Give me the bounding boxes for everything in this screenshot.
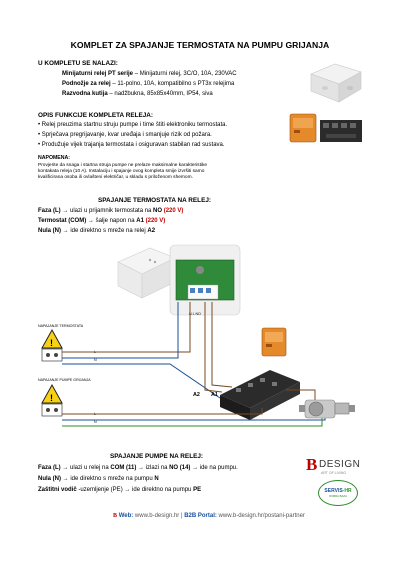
- thermostat-line: [38, 207, 183, 215]
- kit-heading: U KOMPLETU SE NALAZI:: [38, 60, 118, 67]
- svg-text:!: !: [50, 393, 53, 403]
- wire-a2: [205, 302, 222, 392]
- pump-line: [38, 464, 238, 472]
- voltage: (220 V): [145, 218, 166, 224]
- wire-desc: → ulazi u prijamnik termostata na: [60, 208, 154, 214]
- footer-portal-label: B2B Portal:: [184, 513, 217, 519]
- pump-heading: SPAJANJE PUMPE NA RELEJ:: [110, 453, 204, 460]
- footer-logo-icon: B: [113, 513, 118, 519]
- warning-sign-icon: [42, 385, 62, 416]
- kit-item-desc: – Minijaturni relej, 3C/O, 10A, 230VAC: [133, 71, 237, 77]
- footer-portal-link[interactable]: www.b-design.hr/postani-partner: [218, 513, 305, 519]
- wire-label-N: N: [94, 420, 97, 424]
- wire-name: Nula (N): [38, 228, 61, 234]
- thermostat-line: [38, 227, 155, 235]
- wire-desc: → izlazi na: [136, 465, 170, 471]
- wire-neutral: [62, 302, 178, 358]
- wire-desc: → šalje napon na: [86, 218, 137, 224]
- kit-item-name: Minijaturni relej PT serije: [62, 71, 134, 77]
- function-heading: OPIS FUNKCIJE KOMPLETA RELEJA:: [38, 112, 154, 119]
- pump-supply-label: NAPAJANJE PUMPE GRIJANJA: [38, 378, 91, 382]
- note-line: kvalificirana osoba ili ovlašteni električar, u skladu s priloženom shemom.: [38, 175, 193, 180]
- relay-and-socket-image: [288, 108, 366, 152]
- footer-web-link[interactable]: www.b-design.hr: [134, 513, 180, 519]
- wire-desc: → ide na pumpu.: [190, 465, 238, 471]
- servis-logo: [318, 480, 358, 506]
- thermostat-device: [118, 248, 175, 298]
- kit-item: [62, 70, 237, 78]
- wire-name: Faza (L): [38, 208, 61, 214]
- wire-earth-pump: [62, 418, 322, 426]
- terminal: NO (14): [169, 465, 191, 471]
- terminal-a1-label: A1: [211, 392, 218, 398]
- function-item: • Produžuje vijek trajanja termostata i osiguravan stabilan rad sustava.: [38, 142, 225, 148]
- kit-item: [62, 80, 234, 88]
- pump-line: [38, 475, 159, 483]
- terminal-a2-label: A2: [193, 392, 200, 398]
- servis-logo-sub: DOBRA BAZA: [329, 494, 347, 498]
- pump: [299, 400, 355, 418]
- pump-line: [38, 486, 201, 494]
- wire-desc: → ide direktno s mreže na relej: [61, 228, 148, 234]
- warning-sign-icon: [42, 330, 62, 361]
- voltage: (220 V): [163, 208, 184, 214]
- footer: [113, 513, 305, 519]
- junction-box-image: [305, 60, 365, 105]
- terminal: PE: [193, 487, 202, 493]
- kit-item-desc: – 11-polno, 10A, kompatibilno s PT3x relejima: [110, 81, 235, 87]
- relay: [262, 328, 286, 356]
- page-title: KOMPLET ZA SPAJANJE TERMOSTATA NA PUMPU GRIJANJA: [70, 40, 330, 50]
- thermostat-line: [38, 217, 165, 225]
- kit-item-desc: – nadžbukna, 85x85x40mm, IP54, siva: [107, 91, 213, 97]
- wire-neutral-pump: [62, 416, 325, 420]
- footer-web-label: Web:: [118, 513, 134, 519]
- wire-label-L: L: [94, 412, 96, 416]
- terminal: A2: [147, 228, 156, 234]
- terminal: A1: [136, 218, 144, 224]
- relay-socket: [220, 370, 300, 420]
- wiring-diagram: [0, 240, 400, 440]
- thermostat-supply-label: NAPAJANJE TERMOSTATA: [38, 324, 84, 328]
- note-heading: NAPOMENA:: [38, 155, 70, 161]
- wire-name: Zaštitni vodič: [38, 487, 77, 493]
- svg-text:!: !: [50, 338, 53, 348]
- wire-label-N: N: [94, 358, 97, 362]
- bdesign-logo-sub: ART OF LIVING: [321, 471, 347, 475]
- servis-logo-text: SERVIS-HR: [324, 488, 352, 494]
- note-line: kontakata releja (10 A). Instalaciju i spajanje ovog kompleta smije izvršiti samo: [38, 169, 205, 174]
- kit-item: [62, 90, 213, 98]
- receiver-terminal-labels: N L NO: [189, 312, 201, 316]
- wire-name: Faza (L): [38, 465, 61, 471]
- wire-name: Termostat (COM): [38, 218, 87, 224]
- wire-desc: → ulazi u relej na: [60, 465, 111, 471]
- note-line: Provjerite da snaga i startna struja pumpe ne prelaze maksimalne karakteristike: [38, 163, 208, 168]
- kit-item-name: Podnožje za relej: [62, 81, 111, 87]
- bdesign-logo: [306, 453, 362, 477]
- terminal: NO: [153, 208, 163, 214]
- wire-desc: -uzemljenje (PE) → ide direktno na pumpu: [76, 487, 194, 493]
- bdesign-logo-b: B: [306, 455, 318, 474]
- kit-item-name: Razvodna kutija: [62, 91, 108, 97]
- function-item: • Sprječava pregrijavanje, kvar uređaja i smanjuje rizik od požara.: [38, 132, 212, 138]
- wire-label-L: L: [94, 350, 96, 354]
- function-item: • Relej preuzima startnu struju pumpe i time štiti elektroniku termostata.: [38, 122, 228, 128]
- thermostat-heading: SPAJANJE TERMOSTATA NA RELEJ:: [98, 197, 212, 204]
- terminal: COM (11): [110, 465, 137, 471]
- terminal: N: [154, 476, 159, 482]
- wire-desc: → ide direktno s mreže na pumpu: [61, 476, 155, 482]
- wire-name: Nula (N): [38, 476, 61, 482]
- bdesign-logo-text: DESIGN: [319, 459, 361, 470]
- footer-separator: |: [180, 513, 183, 519]
